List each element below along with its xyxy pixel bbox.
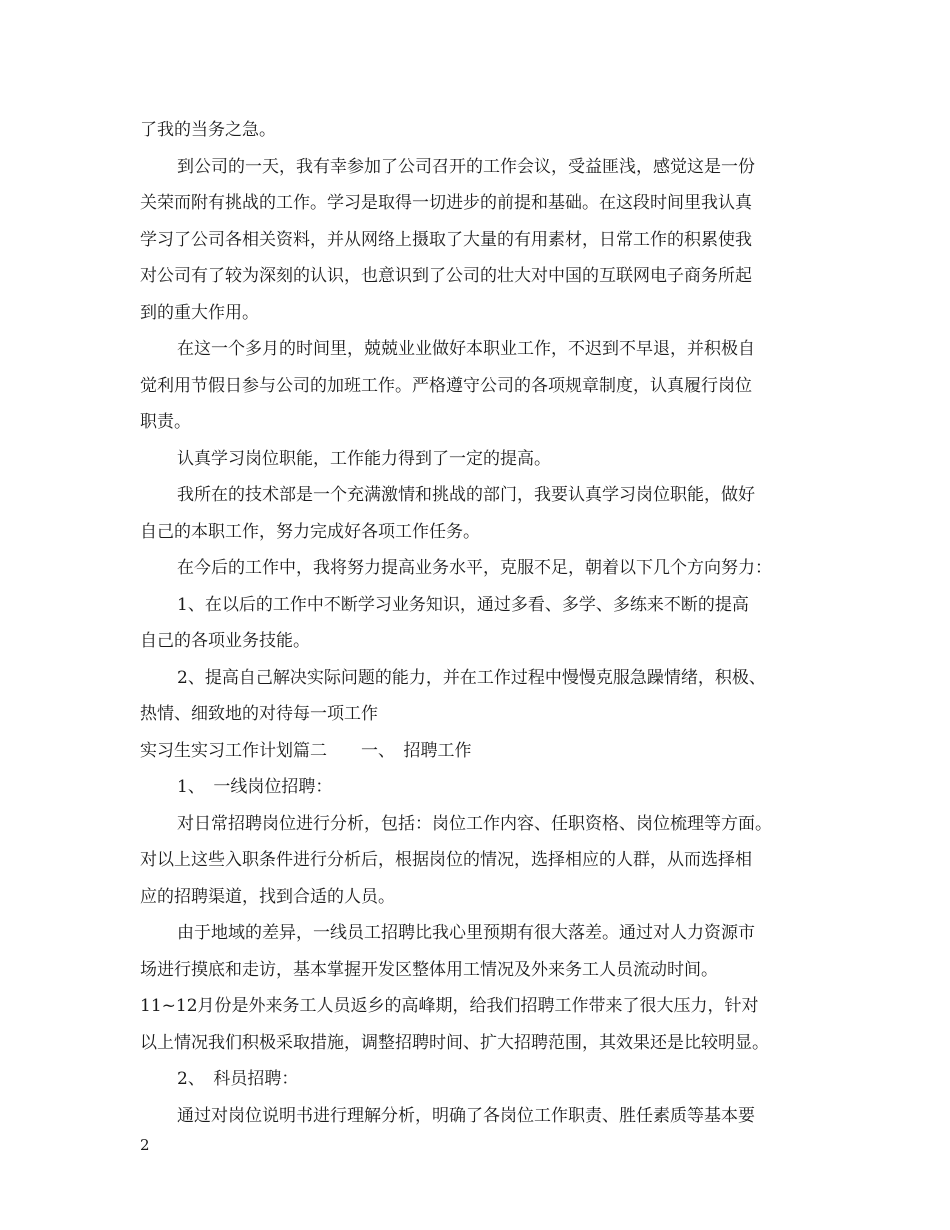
text-line: 以上情况我们积极采取措施，调整招聘时间、扩大招聘范围，其效果还是比较明显。 — [140, 1032, 769, 1053]
text-line: 关荣而附有挑战的工作。学习是取得一切进步的前提和基础。在这段时间里我认真 — [140, 193, 752, 213]
paragraph-first-line: 对日常招聘岗位进行分析，包括：岗位工作内容、任职资格、岗位梳理等方面。 — [177, 813, 772, 834]
subsection-heading: 2、 科员招聘： — [177, 1069, 299, 1089]
paragraph-first-line: 在这一个多月的时间里，兢兢业业做好本职业工作，不迟到不早退，并积极自 — [177, 339, 755, 359]
text-line: 对以上这些入职条件进行分析后，根据岗位的情况，选择相应的人群，从而选择相 — [140, 850, 752, 870]
paragraph-first-line: 由于地域的差异，一线员工招聘比我心里预期有很大落差。通过对人力资源市 — [177, 923, 755, 943]
list-item-line: 2、提高自己解决实际问题的能力，并在工作过程中慢慢克服急躁情绪，积极、 — [177, 667, 766, 688]
text-line: 自己的本职工作，努力完成好各项工作任务。 — [140, 521, 480, 542]
text-line: 到的重大作用。 — [140, 302, 259, 323]
paragraph-first-line: 通过对岗位说明书进行理解分析，明确了各岗位工作职责、胜任素质等基本要 — [177, 1105, 755, 1126]
section-heading: 实习生实习工作计划篇二 一、 招聘工作 — [140, 740, 472, 761]
text-line: 自己的各项业务技能。 — [140, 631, 310, 651]
document-body — [140, 112, 820, 1134]
paragraph-first-line: 到公司的一天，我有幸参加了公司召开的工作会议，受益匪浅，感觉这是一份 — [177, 156, 755, 177]
text-line: 热情、细致地的对待每一项工作 — [140, 704, 378, 724]
paragraph-first-line: 在今后的工作中，我将努力提高业务水平，克服不足，朝着以下几个方向努力： — [177, 558, 772, 578]
list-item-line: 1、在以后的工作中不断学习业务知识，通过多看、多学、多练来不断的提高 — [177, 594, 749, 615]
subsection-heading: 1、 一线岗位招聘： — [177, 777, 333, 797]
text-line: 职责。 — [140, 412, 191, 432]
text-line: 觉利用节假日参与公司的加班工作。严格遵守公司的各项规章制度，认真履行岗位 — [140, 375, 752, 396]
paragraph-first-line: 认真学习岗位职能，工作能力得到了一定的提高。 — [177, 448, 551, 469]
text-line: 应的招聘渠道，找到合适的人员。 — [140, 886, 395, 907]
text-line: 了我的当务之急。 — [140, 120, 276, 140]
page-number: 2 — [140, 1136, 150, 1154]
paragraph-first-line: 我所在的技术部是一个充满激情和挑战的部门，我要认真学习岗位职能，做好 — [177, 485, 755, 505]
text-line: 对公司有了较为深刻的认识，也意识到了公司的壮大对中国的互联网电子商务所起 — [140, 266, 752, 286]
text-line: 学习了公司各相关资料，并从网络上摄取了大量的有用素材，日常工作的积累使我 — [140, 229, 752, 250]
text-line: 11~12月份是外来务工人员返乡的高峰期，给我们招聘工作带来了很大压力，针对 — [140, 996, 759, 1016]
text-line: 场进行摸底和走访，基本掌握开发区整体用工情况及外来务工人员流动时间。 — [140, 959, 718, 980]
